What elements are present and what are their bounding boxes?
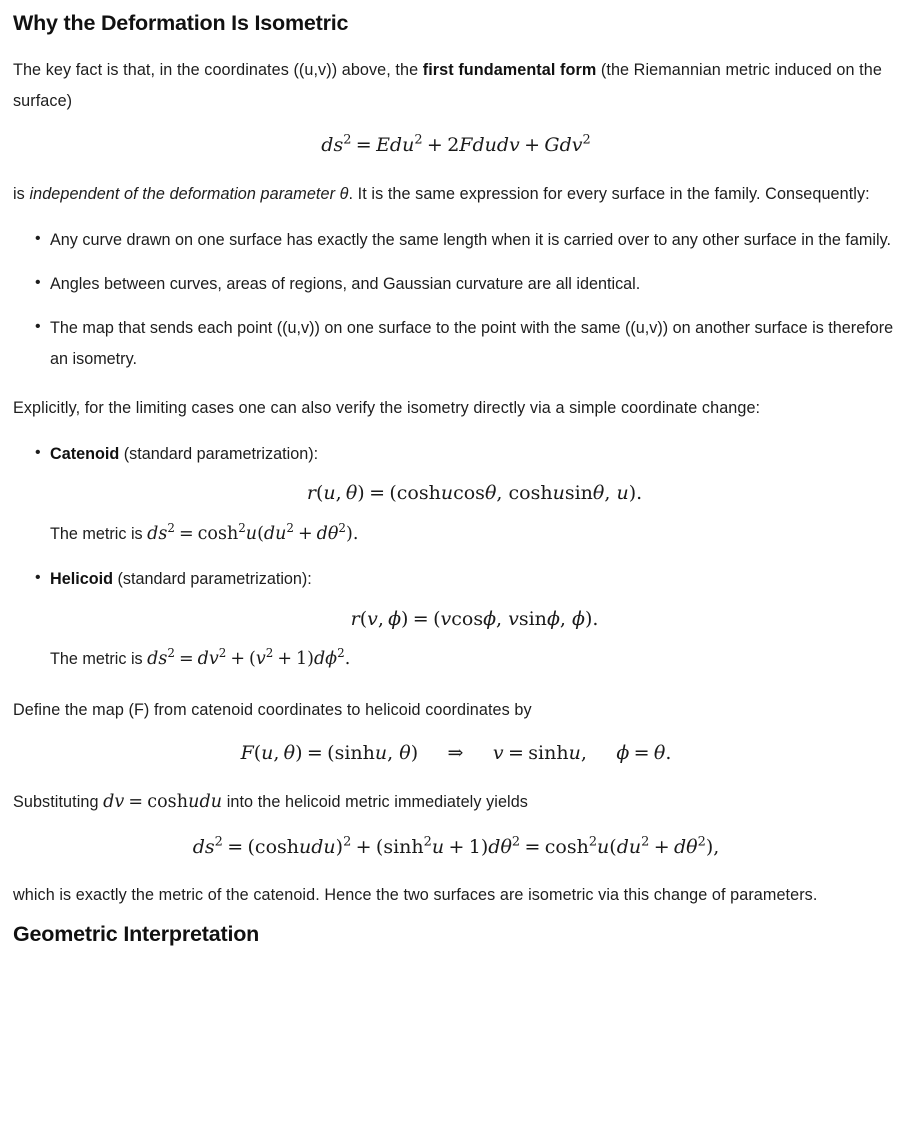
intro-text-after: (the Riemannian metric induced on the surface) bbox=[13, 60, 882, 110]
catenoid-metric-label: The metric is bbox=[50, 524, 148, 543]
substituting-after: into the helicoid metric immediately yields bbox=[222, 793, 528, 812]
helicoid-metric-line bbox=[13, 643, 899, 677]
substituting-paragraph bbox=[13, 786, 899, 820]
independent-of-theta-italic: independent of the deformation parameter θ bbox=[29, 184, 349, 203]
helicoid-qualifier: (standard parametrization): bbox=[112, 570, 312, 589]
catenoid-label: Catenoid bbox=[50, 445, 120, 464]
intro-text-before: The key fact is that, in the coordinates ((u,v)) above, the bbox=[13, 60, 423, 79]
equation-catenoid: r(u, θ) = (coshucosθ, coshusinθ, u). bbox=[306, 482, 643, 505]
catenoid-metric-line bbox=[13, 518, 899, 552]
substituting-before: Substituting bbox=[13, 793, 104, 812]
page-title: Why the Deformation Is Isometric bbox=[13, 11, 349, 35]
list-item-helicoid bbox=[13, 564, 899, 634]
after-eq-rest: . It is the same expression for every surface in the family. Consequently: bbox=[348, 184, 870, 203]
consequences-list bbox=[13, 225, 899, 375]
define-map-paragraph: Define the map (F) from catenoid coordinates to helicoid coordinates by bbox=[13, 700, 532, 719]
equation-first-fundamental-form: $ds^2 = Edu^2$ + 2Fdudv + Gdv$^2$ bbox=[321, 132, 591, 157]
list-item: • The map that sends each point ((u,v)) on one surface to the point with the same ((u,v)) on another surface is therefore an isometry. bbox=[13, 313, 899, 375]
list-item: • Any curve drawn on one surface has exactly the same length when it is carried over to any other surface in the family. bbox=[13, 225, 899, 256]
after-equation-paragraph bbox=[13, 179, 899, 210]
catenoid-equation-wrap bbox=[50, 479, 899, 509]
helicoid-equation-wrap bbox=[50, 605, 899, 635]
intro-paragraph bbox=[13, 55, 899, 117]
list-item-catenoid bbox=[13, 439, 899, 509]
catenoid-metric-math: $ds^2 = \cosh^2u(du^2 + d\theta^2)$. bbox=[147, 521, 359, 544]
substituting-math: dv = coshudu bbox=[103, 792, 223, 813]
list-item: • Angles between curves, areas of regions, and Gaussian curvature are all identical. bbox=[13, 269, 899, 300]
closing-paragraph: which is exactly the metric of the catenoid. Hence the two surfaces are isometric via this change of parameters. bbox=[13, 886, 818, 905]
helicoid-metric-label: The metric is bbox=[50, 650, 148, 669]
bottom-section-title: Geometric Interpretation bbox=[13, 922, 260, 947]
helicoid-label: Helicoid bbox=[50, 570, 113, 589]
catenoid-qualifier: (standard parametrization): bbox=[119, 445, 319, 464]
after-eq-before: is bbox=[13, 184, 30, 203]
explicit-cases-paragraph: Explicitly, for the limiting cases one can also verify the isometry directly via a simple coordinate change: bbox=[13, 399, 761, 418]
surface-examples-list bbox=[13, 439, 899, 676]
equation-map-f: F(u, θ) = (sinhu, θ) ⇒ v = sinhu, ϕ = θ. bbox=[240, 741, 672, 764]
document-page bbox=[0, 10, 912, 948]
equation-final: $ds^2$ = (coshudu)$^2$ + $(\sinh^2u + 1)d\theta^2 = \cosh^2u(du^2 + d\theta^2)$, bbox=[192, 834, 720, 858]
equation-helicoid: r(v, ϕ) = (vcosϕ, vsinϕ, ϕ). bbox=[350, 607, 599, 630]
first-fundamental-form-bold: first fundamental form bbox=[422, 60, 597, 79]
helicoid-metric-math: $ds^2 = dv^2 + (v^2 + 1)d\phi^2$. bbox=[147, 646, 351, 670]
